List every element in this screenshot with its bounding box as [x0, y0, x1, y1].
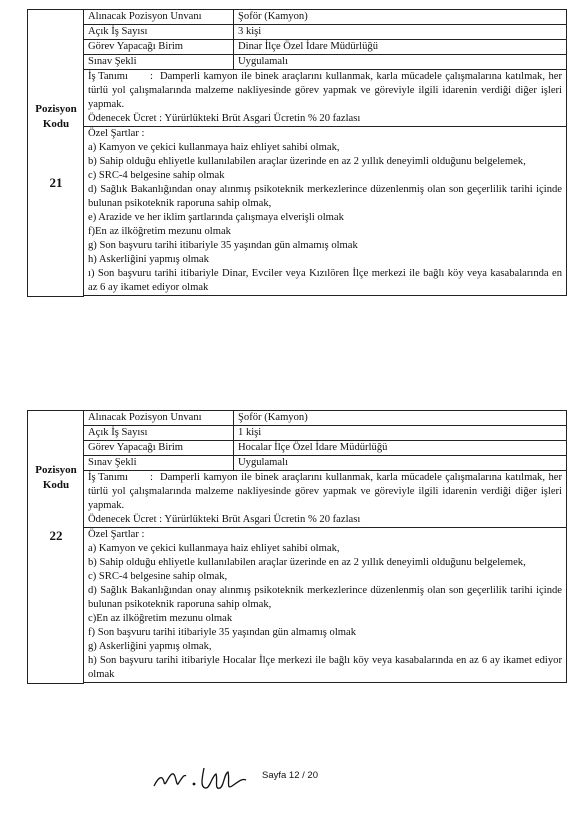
job-description: İş Tanımı : Damperli kamyon ile binek araçlarını kullanmak, karla mücadele çalışmalarına katılmak, her türlü yol çalışmalarında malzeme nakliyesinde görev yapmak ve göreviyle ilgili idarenin verdiği diğer işleri yapmak. Ödenecek Ücret : Yürürlükteki Brüt Asgari Ücretin % 20 fazlası — [84, 70, 567, 127]
requirement-item: c) SRC-4 belgesine sahip olmak — [88, 170, 225, 181]
pay-info: Ödenecek Ücret : Yürürlükteki Brüt Asgari Ücretin % 20 fazlası — [88, 113, 361, 124]
requirements — [84, 127, 567, 296]
position-table-21 — [27, 9, 567, 297]
requirements-title: Özel Şartlar : — [88, 529, 145, 540]
position-code-number: 21 — [49, 175, 63, 190]
requirement-item: h) Son başvuru tarihi itibariyle Hocalar İlçe merkezi ile bağlı köy veya kasabalarında en az 6 ay ikamet ediyor olmak — [88, 655, 562, 680]
field-value: Uygulamalı — [234, 456, 567, 471]
field-label: Sınav Şekli — [84, 55, 234, 70]
field-value: Uygulamalı — [234, 55, 567, 70]
job-description-text: Damperli kamyon ile binek araçlarını kullanmak, karla mücadele çalışmalarına katılmak, her türlü yol çalışmalarında malzeme nakliyesinde görev yapmak ve göreviyle ilgili idarenin verdiği diğer işleri yapmak. — [88, 472, 562, 511]
job-description: İş Tanımı : Damperli kamyon ile binek araçlarını kullanmak, karla mücadele çalışmalarına katılmak, her türlü yol çalışmalarında malzeme nakliyesinde görev yapmak ve göreviyle ilgili idarenin verdiği diğer işleri yapmak. Ödenecek Ücret : Yürürlükteki Brüt Asgari Ücretin % 20 fazlası — [84, 471, 567, 528]
job-description-text: Damperli kamyon ile binek araçlarını kullanmak, karla mücadele çalışmalarına katılmak, her türlü yol çalışmalarında malzeme nakliyesinde görev yapmak ve göreviyle ilgili idarenin verdiği diğer işleri yapmak. — [88, 71, 562, 110]
page-number: Sayfa 12 / 20 — [262, 770, 318, 781]
field-value: Şoför (Kamyon) — [234, 411, 567, 426]
requirement-item: a) Kamyon ve çekici kullanmaya haiz ehliyet sahibi olmak, — [88, 142, 340, 153]
requirement-item: c) SRC-4 belgesine sahip olmak, — [88, 571, 228, 582]
field-label: Alınacak Pozisyon Unvanı — [84, 411, 234, 426]
requirement-item: f) Son başvuru tarihi itibariyle 35 yaşından gün almamış olmak — [88, 627, 357, 638]
requirement-item: d) Sağlık Bakanlığından onay alınmış psikoteknik merkezlerince düzenlenmiş olan son geçerlilik tarihi içinde bulunan psikoteknik raporuna sahip olmak, — [88, 184, 562, 209]
position-code-label: Pozisyon Kodu — [35, 103, 77, 130]
requirement-item: ı) Son başvuru tarihi itibariyle Dinar, Evciler veya Kızılören İlçe merkezi ile bağlı köy veya kasabalarında en az 6 ay ikamet ediyor olmak — [88, 268, 562, 293]
field-value: 3 kişi — [234, 25, 567, 40]
field-value: Dinar İlçe Özel İdare Müdürlüğü — [234, 40, 567, 55]
requirement-item: d) Sağlık Bakanlığından onay alınmış psikoteknik merkezlerince düzenlenmiş olan son geçerlilik tarihi içinde bulunan psikoteknik raporuna sahip olmak, — [88, 585, 562, 610]
field-label: Görev Yapacağı Birim — [84, 40, 234, 55]
field-label: Görev Yapacağı Birim — [84, 441, 234, 456]
requirement-item: e) Arazide ve her iklim şartlarında çalışmaya elverişli olmak — [88, 212, 344, 223]
field-value: Hocalar İlçe Özel İdare Müdürlüğü — [234, 441, 567, 456]
position-code-cell — [28, 10, 84, 297]
requirement-item: g) Son başvuru tarihi itibariyle 35 yaşından gün almamış olmak — [88, 240, 358, 251]
job-description-label: İş Tanımı — [88, 472, 128, 483]
requirements-title: Özel Şartlar : — [88, 128, 145, 139]
requirement-item: c)En az ilköğretim mezunu olmak — [88, 613, 233, 624]
requirement-item: b) Sahip olduğu ehliyetle kullanılabilen araçlar üzerinde en az 2 yıllık deneyimli olduğunu belgelemek, — [88, 557, 526, 568]
position-code-label: Pozisyon Kodu — [35, 464, 77, 491]
requirement-item: h) Askerliğini yapmış olmak — [88, 254, 209, 265]
field-label: Açık İş Sayısı — [84, 426, 234, 441]
field-label: Alınacak Pozisyon Unvanı — [84, 10, 234, 25]
field-value: 1 kişi — [234, 426, 567, 441]
position-table-22 — [27, 410, 567, 684]
requirement-item: g) Askerliğini yapmış olmak, — [88, 641, 212, 652]
requirement-item: a) Kamyon ve çekici kullanmaya haiz ehliyet sahibi olmak, — [88, 543, 340, 554]
field-value: Şoför (Kamyon) — [234, 10, 567, 25]
field-label: Sınav Şekli — [84, 456, 234, 471]
pay-info: Ödenecek Ücret : Yürürlükteki Brüt Asgari Ücretin % 20 fazlası — [88, 514, 361, 525]
position-code-number: 22 — [49, 528, 63, 543]
requirements — [84, 528, 567, 683]
position-code-cell — [28, 411, 84, 684]
signature-image — [150, 760, 260, 796]
field-label: Açık İş Sayısı — [84, 25, 234, 40]
requirement-item: f)En az ilköğretim mezunu olmak — [88, 226, 231, 237]
requirement-item: b) Sahip olduğu ehliyetle kullanılabilen araçlar üzerinde en az 2 yıllık deneyimli olduğunu belgelemek, — [88, 156, 526, 167]
job-description-label: İş Tanımı — [88, 71, 128, 82]
